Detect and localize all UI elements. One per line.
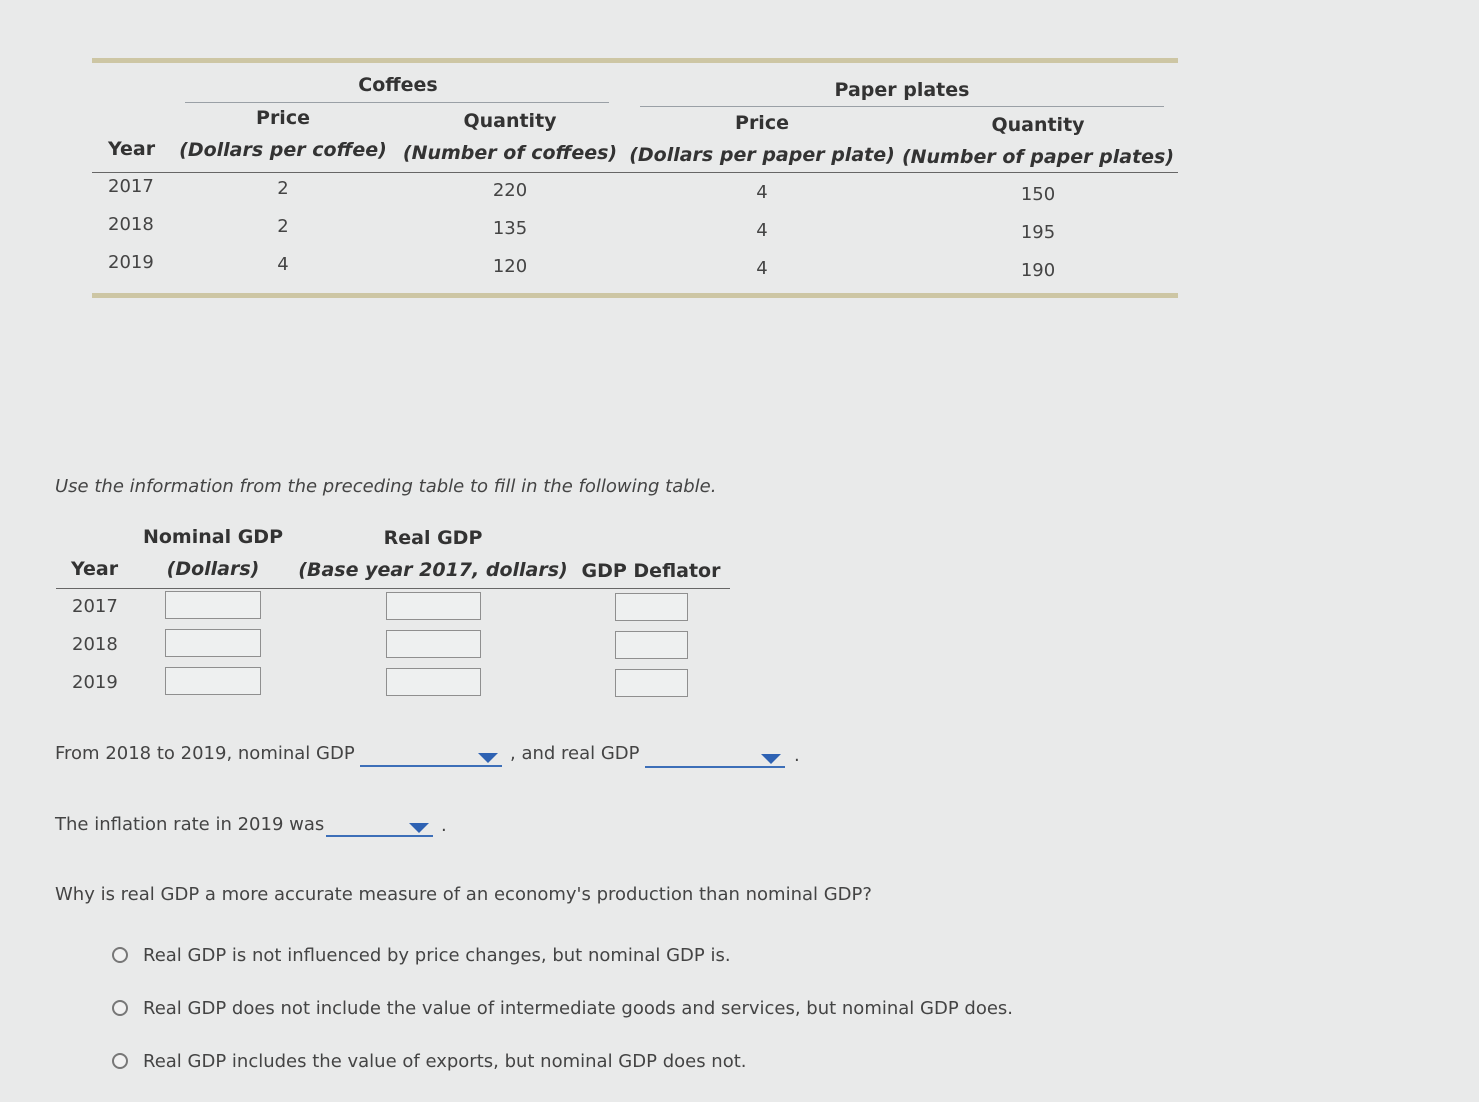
row-2019-plate-quantity: 190	[1020, 260, 1056, 281]
row-2018-coffee-quantity: 135	[492, 218, 528, 239]
radio-option-1[interactable]	[112, 947, 128, 963]
inflation-sentence: The inflation rate in 2019 was	[55, 814, 325, 835]
plate-quantity-header: Quantity	[991, 114, 1085, 136]
inflation-rate-dropdown[interactable]	[326, 817, 433, 837]
option-3-label[interactable]: Real GDP includes the value of exports, but nominal GDP does not.	[143, 1051, 747, 1072]
real-gdp-unit: (Base year 2017, dollars)	[298, 559, 568, 581]
real-gdp-header: Real GDP	[383, 527, 483, 549]
row-2017-plate-quantity: 150	[1020, 184, 1056, 205]
option-1-label[interactable]: Real GDP is not influenced by price changes, but nominal GDP is.	[143, 945, 731, 966]
coffee-quantity-header: Quantity	[463, 110, 557, 132]
plates-group-rule	[640, 106, 1164, 107]
real-gdp-2019-input[interactable]	[386, 668, 481, 696]
row-2019-coffee-price: 4	[277, 254, 289, 275]
option-2-label[interactable]: Real GDP does not include the value of intermediate goods and services, but nominal GDP does.	[143, 998, 1014, 1019]
header-bottom-rule	[92, 172, 1178, 173]
nominal-gdp-unit: (Dollars)	[166, 558, 260, 580]
nominal-gdp-2018-input[interactable]	[165, 629, 261, 657]
real-gdp-dropdown[interactable]	[645, 748, 785, 768]
radio-option-2[interactable]	[112, 1000, 128, 1016]
t2-row-2017-year: 2017	[72, 596, 118, 617]
nominal-gdp-dropdown[interactable]	[360, 747, 502, 767]
chevron-down-icon	[761, 754, 781, 764]
group-header-coffees: Coffees	[358, 74, 438, 96]
t2-row-2018-year: 2018	[72, 634, 118, 655]
table-top-rule	[92, 58, 1178, 63]
plate-quantity-unit: (Number of paper plates)	[901, 146, 1175, 168]
coffee-price-header: Price	[256, 107, 310, 129]
sentence1-period: .	[794, 745, 800, 766]
row-2019-year: 2019	[108, 252, 154, 273]
chevron-down-icon	[409, 823, 429, 833]
group-header-paper-plates: Paper plates	[834, 79, 970, 101]
year-header: Year	[108, 138, 156, 160]
row-2017-year: 2017	[108, 176, 154, 197]
radio-option-3[interactable]	[112, 1053, 128, 1069]
nominal-gdp-2017-input[interactable]	[165, 591, 261, 619]
row-2017-plate-price: 4	[756, 182, 768, 203]
nominal-gdp-header: Nominal GDP	[142, 526, 284, 548]
row-2018-plate-quantity: 195	[1020, 222, 1056, 243]
row-2018-plate-price: 4	[756, 220, 768, 241]
table2-header-rule	[56, 588, 730, 589]
table-bottom-rule	[92, 293, 1178, 298]
row-2019-plate-price: 4	[756, 258, 768, 279]
instruction-text: Use the information from the preceding table to fill in the following table.	[55, 476, 717, 497]
gdp-deflator-2019-input[interactable]	[615, 669, 688, 697]
coffees-group-rule	[185, 102, 609, 103]
sentence2-period: .	[441, 815, 447, 836]
year-header-2: Year	[71, 558, 119, 580]
real-gdp-sentence: , and real GDP	[510, 743, 640, 764]
gdp-deflator-header: GDP Deflator	[581, 560, 721, 582]
row-2017-coffee-quantity: 220	[492, 180, 528, 201]
gdp-deflator-2018-input[interactable]	[615, 631, 688, 659]
coffee-quantity-unit: (Number of coffees)	[402, 142, 618, 164]
real-gdp-2018-input[interactable]	[386, 630, 481, 658]
t2-row-2019-year: 2019	[72, 672, 118, 693]
question-text: Why is real GDP a more accurate measure of an economy's production than nominal GDP?	[55, 884, 872, 905]
coffee-price-unit: (Dollars per coffee)	[179, 139, 387, 161]
chevron-down-icon	[478, 753, 498, 763]
nominal-gdp-sentence: From 2018 to 2019, nominal GDP	[55, 743, 355, 764]
row-2018-year: 2018	[108, 214, 154, 235]
nominal-gdp-2019-input[interactable]	[165, 667, 261, 695]
gdp-deflator-2017-input[interactable]	[615, 593, 688, 621]
plate-price-header: Price	[735, 112, 789, 134]
row-2018-coffee-price: 2	[277, 216, 289, 237]
row-2017-coffee-price: 2	[277, 178, 289, 199]
real-gdp-2017-input[interactable]	[386, 592, 481, 620]
row-2019-coffee-quantity: 120	[492, 256, 528, 277]
plate-price-unit: (Dollars per paper plate)	[629, 144, 895, 166]
